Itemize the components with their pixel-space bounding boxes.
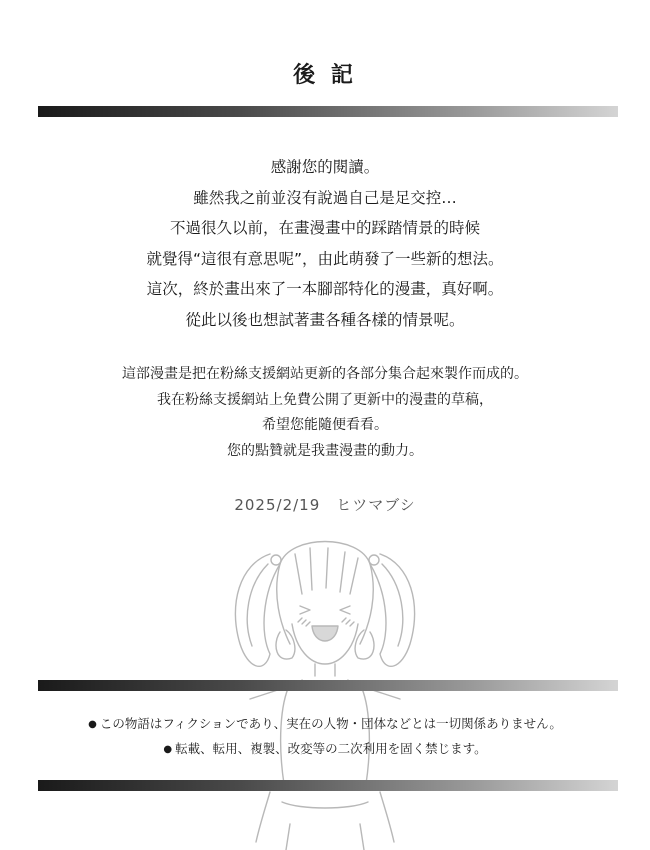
message-line: 就覺得“這很有意思呢”，由此萌發了一些新的想法。 bbox=[146, 249, 504, 268]
bullet-icon: ● bbox=[88, 719, 97, 730]
page-title: 後 記 bbox=[293, 63, 357, 88]
info-line: 這部漫畫是把在粉絲支援網站更新的各部分集合起來製作而成的。 bbox=[122, 366, 528, 382]
disclaimer-line bbox=[0, 712, 650, 737]
bullet-icon: ● bbox=[163, 744, 173, 755]
message-line: 雖然我之前並沒有說過自己是足交控… bbox=[193, 188, 457, 207]
message-line: 感謝您的閱讀。 bbox=[270, 158, 380, 176]
info-line: 我在粉絲支援網站上免費公開了更新中的漫畫的草稿， bbox=[157, 391, 493, 408]
afterword-message bbox=[0, 152, 650, 335]
disclaimer-line bbox=[0, 737, 650, 762]
info-line: 希望您能隨便看看。 bbox=[262, 417, 388, 433]
disclaimer-notice bbox=[0, 712, 650, 762]
disclaimer-text: 転載、転用、複製、改変等の二次利用を固く禁じます。 bbox=[175, 741, 487, 756]
message-line: 不過很久以前，在畫漫畫中的踩踏情景的時候 bbox=[169, 219, 480, 237]
gradient-divider-bottom bbox=[38, 780, 618, 791]
gradient-divider-top bbox=[38, 106, 618, 117]
gradient-divider-middle bbox=[38, 680, 618, 691]
date-signature: 2025/2/19 ヒツマブシ bbox=[234, 496, 416, 514]
message-line: 從此以後也想試著畫各種各樣的情景呢。 bbox=[185, 310, 465, 329]
fanclub-info bbox=[0, 362, 650, 464]
disclaimer-text: この物語はフィクションであり、実在の人物・団体などとは一切関係ありません。 bbox=[99, 716, 562, 731]
message-line: 這次，終於畫出來了一本腳部特化的漫畫，真好啊。 bbox=[146, 280, 504, 298]
info-line: 您的點贊就是我畫漫畫的動力。 bbox=[227, 442, 423, 459]
